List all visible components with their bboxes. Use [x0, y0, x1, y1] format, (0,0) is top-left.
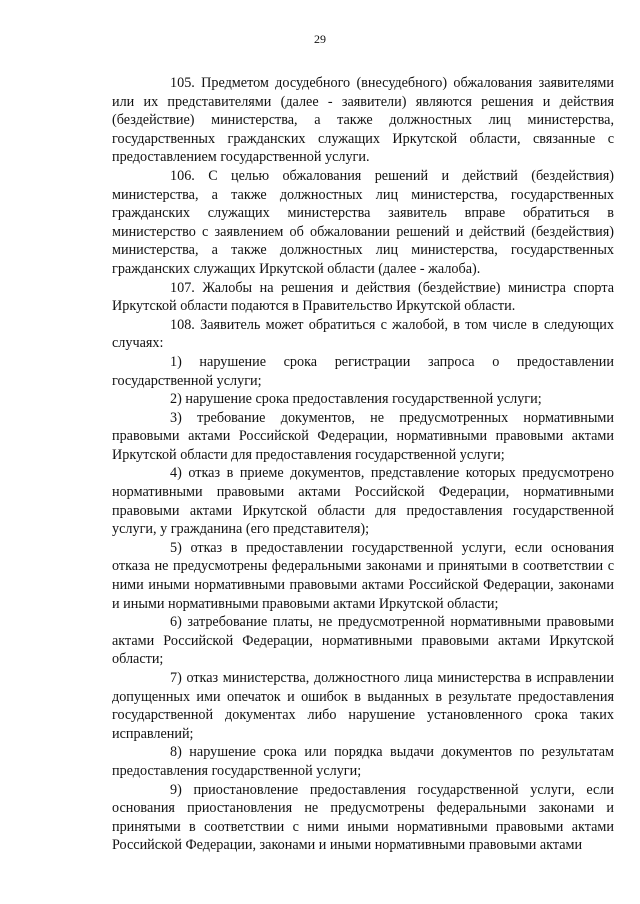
- paragraph-107: 107. Жалобы на решения и действия (бездействие) министра спорта Иркутской области подаются в Правительство Иркутской области.: [112, 279, 614, 315]
- paragraph-108: 108. Заявитель может обратиться с жалобой, в том числе в следующих случаях:: [112, 316, 614, 352]
- list-item-8: 8) нарушение срока или порядка выдачи документов по результатам предоставления государственной услуги;: [112, 744, 614, 779]
- list-item-4: 4) отказ в приеме документов, представление которых предусмотрено нормативными правовыми актами Российской Федерации, нормативными правовыми актами Иркутской области для предоставления государственной услуги, у гражданина (его представителя);: [112, 465, 614, 538]
- paragraph-106: 106. С целью обжалования решений и действий (бездействия) министерства, а также должностных лиц министерства, государственных гражданских служащих министерства заявитель вправе обратиться в министерство с заявлением об обжаловании решений и действий (бездействия) министерства, а также должностных лиц министерства, государственных гражданских служащих Иркутской области (далее - жалоба).: [112, 167, 614, 277]
- list-item-3: 3) требование документов, не предусмотренных нормативными правовыми актами Российской Федерации, нормативными правовыми актами Иркутской области для предоставления государственной услуги;: [112, 409, 614, 463]
- list-item-7: 7) отказ министерства, должностного лица министерства в исправлении допущенных ими опечаток и ошибок в выданных в результате предоставления государственной документах либо нарушение установленного срока таких исправлений;: [112, 670, 614, 742]
- list-item-9: 9) приостановление предоставления государственной услуги, если основания приостановления не предусмотрены федеральными законами и принятыми в соответствии с ними иными нормативными правовыми актами Российской Федерации, законами и иными нормативными правовыми актами: [112, 781, 614, 854]
- list-item-6: 6) затребование платы, не предусмотренной нормативными правовыми актами Российской Федерации, нормативными правовыми актами Иркутской области;: [112, 614, 614, 668]
- list-item-1: 1) нарушение срока регистрации запроса о предоставлении государственной услуги;: [112, 353, 614, 389]
- list-item-2: 2) нарушение срока предоставления государственной услуги;: [170, 391, 542, 408]
- paragraph-105: 105. Предметом досудебного (внесудебного) обжалования заявителями или их представителями (далее - заявители) являются решения и действия (бездействие) министерства, а также должностных лиц министерства, государственных гражданских служащих Иркутской области, связанные с предоставлением государственной услуги.: [112, 75, 614, 166]
- list-item-5: 5) отказ в предоставлении государственной услуги, если основания отказа не предусмотрены федеральными законами и принятыми в соответствии с ними иными нормативными правовыми актами Российской Федерации, законами и иными нормативными правовыми актами Иркутской области;: [112, 539, 614, 612]
- document-body: [112, 74, 614, 855]
- page-number: 29: [314, 32, 326, 46]
